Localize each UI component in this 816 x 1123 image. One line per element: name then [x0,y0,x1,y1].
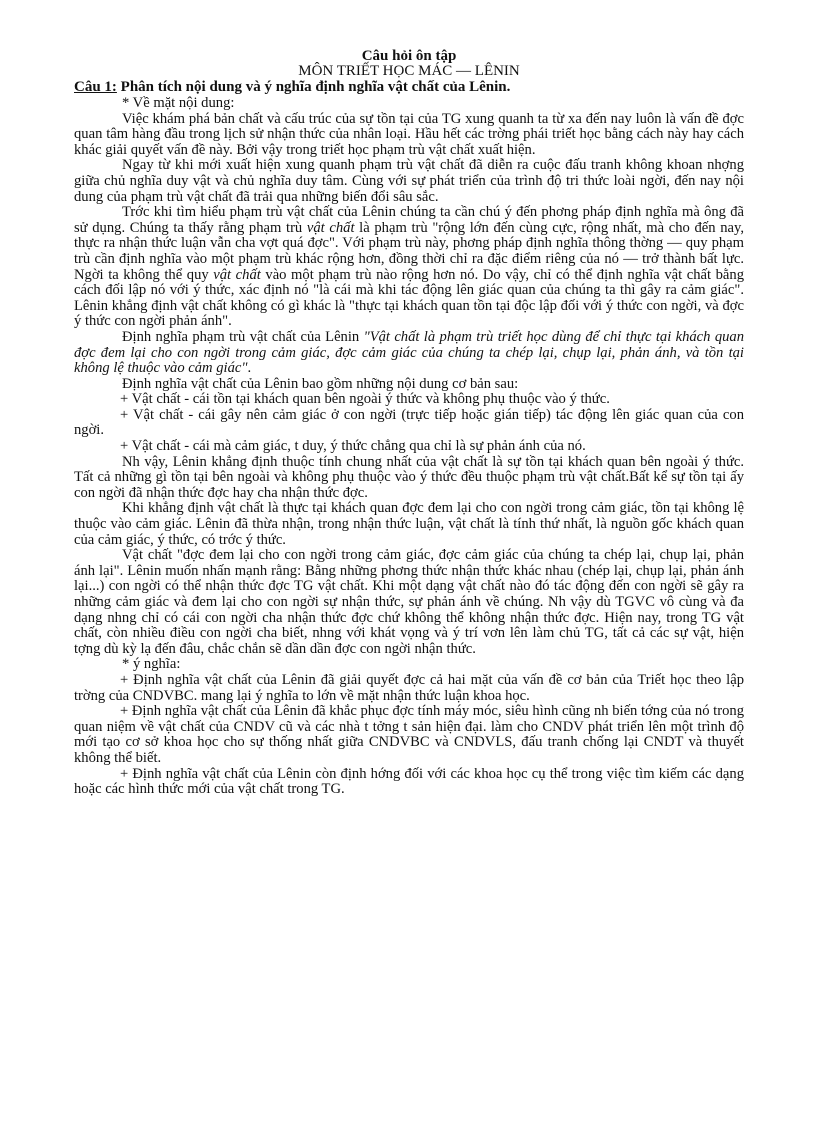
list-item: + Vật chất - cái gây nên cảm giác ở con ngời (trực tiếp hoặc gián tiếp) tác động lên giác quan của con ngời. [74,406,744,439]
section-meaning-heading: * ý nghĩa: [122,656,181,673]
paragraph: Nh vậy, Lênin khẳng định thuộc tính chung nhất của vật chất là sự tồn tại khách quan bên ngoài ý thức. Tất cả những gì tồn tại bên ngoài và không phụ thuộc vào ý thức đều thuộc phạm trù vật chất.Bất kể sự tồn tại ấy con ngời đã nhận thức đợc hay cha nhận thức đợc. [74,453,744,501]
paragraph: Việc khám phá bản chất và cấu trúc của sự tồn tại của TG xung quanh ta từ xa đến nay luôn là vấn đề đợc quan tâm hàng đầu trong lịch sử nhận thức của nhân loại. Hầu hết các trờng phái triết học bằng cách này hay cách khác giải quyết vấn đề này. Bởi vậy trong triết học phạm trù vật chất xuất hiện. [74,110,744,158]
list-item: + Vật chất - cái tồn tại khách quan bên ngoài ý thức và không phụ thuộc vào ý thức. [120,391,610,408]
paragraph: Vật chất "đợc đem lại cho con ngời trong cảm giác, đợc cảm giác của chúng ta chép lại, chụp lại, phản ánh lại". Lênin muốn nhấn mạnh rằng: Bằng những phơng thức nhận thức khác nhau (chép lại, chụp lại, phản ánh lại...) con ngời có thể nhận thức đợc TG vật chất. Khi một dạng vật chất nào đó tác động đến con ngời sẽ gây ra những cảm giác và đem lại cho con ngời sự nhận thức, sự phản ánh về chúng. Nh vậy dù TGVC vô cùng và đa dạng nhng chỉ có cái con ngời cha nhận thức đợc chứ không thể không nhận thức đợc. Hiện nay, trong TG vật chất, còn nhiều điều con ngời cha biết, nhng với khát vọng và ý trí vơn lên làm chủ TG, tất cả các sự vật, hiện tợng dù kỳ lạ đến đâu, chắc chắn sẽ dần dần đợc con ngời nhận thức. [74,547,744,657]
paragraph: Ngay từ khi mới xuất hiện xung quanh phạm trù vật chất đã diễn ra cuộc đấu tranh không khoan nhợng giữa chủ nghĩa duy vật và chủ nghĩa duy tâm. Cùng với sự phát triển của trình độ tri thức loài ngời, đến nay nội dung của phạm trù vật chất đã trải qua những biến đổi sâu sắc. [74,157,744,205]
paragraph: Định nghĩa vật chất của Lênin bao gồm những nội dung cơ bản sau: [122,375,519,392]
list-item: + Định nghĩa vật chất của Lênin đã khắc phục đợc tính máy móc, siêu hình cũng nh biến tớng của nó trong quan niệm về vật chất của CNDV cũ và các nhà t tởng t sản hiện đại. làm cho CNDV phát triển lên một trình độ mới tạo cơ sở khoa học cho sự thống nhất giữa CNDVBC và CNDVLS, đấu tranh chống lại CNDT và thuyết không thể biết. [74,703,744,766]
paragraph-method: Trớc khi tìm hiểu phạm trù vật chất của Lênin chúng ta cần chú ý đến phơng pháp định nghĩa mà ông đã sử dụng. Chúng ta thấy rằng phạm trù vật chất là phạm trù "rộng lớn đến cùng cực, rộng nhất, mà cho đến nay, thực ra nhận thức luận vẫn cha vợt quá đợc". Với phạm trù này, phơng pháp định nghĩa thông thờng — quy phạm trù cần định nghĩa vào một phạm trù khác rộng hơn, đồng thời chỉ ra đặc điểm riêng của nó — trở thành bất lực. Ngời ta không thể quy vật chất vào một phạm trù nào rộng hơn nó. Do vậy, chỉ có thể định nghĩa vật chất bằng cách đối lập nó với ý thức, xác định nó "là cái mà khi tác động lên giác quan của chúng ta thì gây ra cảm giác". Lênin khẳng định vật chất không có gì khác là "thực tại khách quan tồn tại độc lập đối với ý thức con ngời, và đợc ý thức con ngời phản ánh". [74,204,744,330]
question-label: Câu 1: [74,79,117,95]
question-text: Phân tích nội dung và ý nghĩa định nghĩa vật chất của Lênin. [116,79,511,95]
doc-title: Câu hỏi ôn tập [361,48,457,64]
paragraph-definition: Định nghĩa phạm trù vật chất của Lênin "Vật chất là phạm trù triết học dùng để chỉ thực tại khách quan đợc đem lại cho con ngời trong cảm giác, đợc cảm giác của chúng ta chép lại, chụp lại, phản ánh, và tồn tại không lệ thuộc vào cảm giác". [74,328,745,377]
paragraph: Khi khẳng định vật chất là thực tại khách quan đợc đem lại cho con ngời trong cảm giác, tồn tại không lệ thuộc vào cảm giác. Lênin đã thừa nhận, trong nhận thức luận, vật chất là tính thứ nhất, là nguồn gốc khách quan của cảm giác, ý thức, có trớc ý thức. [74,500,744,548]
document-page [74,48,744,798]
list-item: + Vật chất - cái mà cảm giác, t duy, ý thức chẳng qua chỉ là sự phản ánh của nó. [120,438,586,455]
doc-subtitle: MÔN TRIẾT HỌC MÁC — LÊNIN [298,63,520,79]
section-content-heading: * Về mặt nội dung: [122,95,235,111]
list-item: + Định nghĩa vật chất của Lênin còn định hớng đối với các khoa học cụ thể trong việc tìm kiếm các dạng hoặc các hình thức mới của vật chất trong TG. [74,765,744,798]
question-heading [74,79,744,96]
list-item: + Định nghĩa vật chất của Lênin đã giải quyết đợc cả hai mặt của vấn đề cơ bản của Triết học theo lập trờng của CNDVBC. mang lại ý nghĩa to lớn về mặt nhận thức luận khoa học. [74,671,744,704]
